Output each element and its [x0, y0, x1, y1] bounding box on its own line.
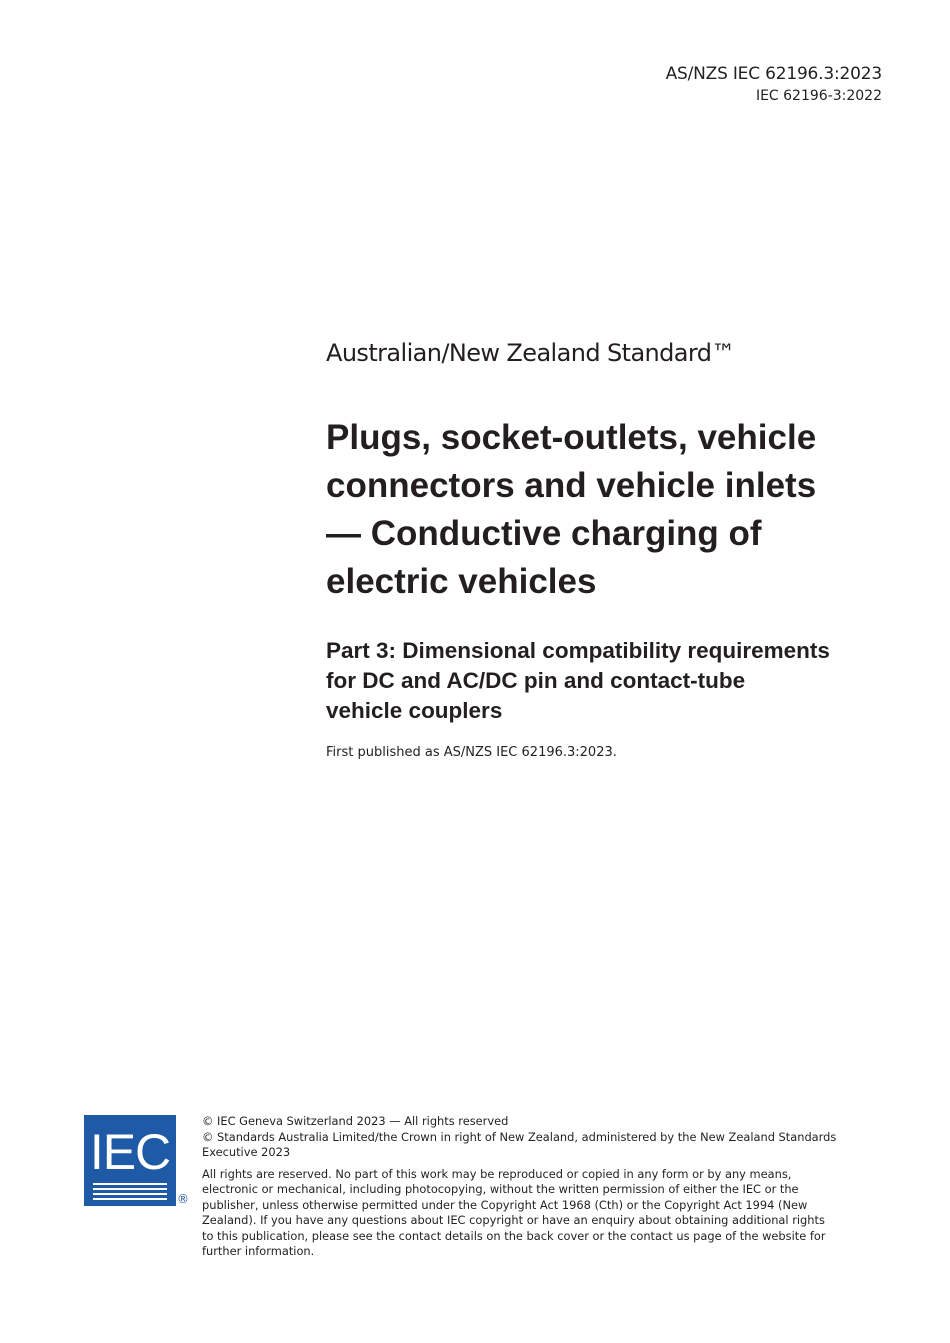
copyright-line: Executive 2023: [202, 1145, 291, 1159]
rights-line: electronic or mechanical, including photocopying, without the written permission of either the IEC or the: [202, 1182, 799, 1196]
title-block: [326, 336, 896, 762]
standard-series: Australian/New Zealand Standard™: [326, 339, 735, 367]
rights-line: All rights are reserved. No part of this work may be reproduced or copied in any form or by any means,: [202, 1166, 792, 1181]
iec-logo-text: IEC: [89, 1124, 171, 1180]
title-line: connectors and vehicle inlets: [326, 466, 817, 505]
document-identifiers: [666, 62, 882, 106]
part-line: Part 3: Dimensional compatibility requirements: [326, 638, 830, 663]
title-line: electric vehicles: [326, 562, 597, 601]
iec-logo-stripes: [93, 1183, 167, 1203]
iec-number: IEC 62196-3:2022: [755, 88, 882, 104]
title-line: — Conductive charging of: [326, 514, 762, 553]
rights-line: to this publication, please see the contact details on the back cover or the contact us page of the website for: [202, 1228, 826, 1243]
rights-statement: [202, 1167, 892, 1260]
part-subtitle: [326, 636, 896, 726]
publication-note: First published as AS/NZS IEC 62196.3:2023.: [326, 745, 617, 760]
copyright-notice: [202, 1114, 892, 1260]
standard-number: AS/NZS IEC 62196.3:2023: [665, 64, 882, 84]
part-line: vehicle couplers: [326, 698, 503, 723]
rights-line: publisher, unless otherwise permitted under the Copyright Act 1968 (Cth) or the Copyright Act 1994 (New: [202, 1197, 808, 1212]
iec-logo: [84, 1115, 176, 1206]
title-line: Plugs, socket-outlets, vehicle: [326, 418, 817, 457]
rights-line: further information.: [202, 1244, 315, 1258]
copyright-line: © IEC Geneva Switzerland 2023 — All rights reserved: [202, 1114, 509, 1128]
document-title: [326, 414, 886, 606]
registered-mark: ®: [177, 1192, 189, 1206]
copyright-line: © Standards Australia Limited/the Crown in right of New Zealand, administered by the New Zealand Standards: [202, 1129, 837, 1144]
part-line: for DC and AC/DC pin and contact-tube: [326, 668, 746, 693]
rights-line: Zealand). If you have any questions about IEC copyright or have an enquiry about obtaining additional rights: [202, 1213, 825, 1227]
